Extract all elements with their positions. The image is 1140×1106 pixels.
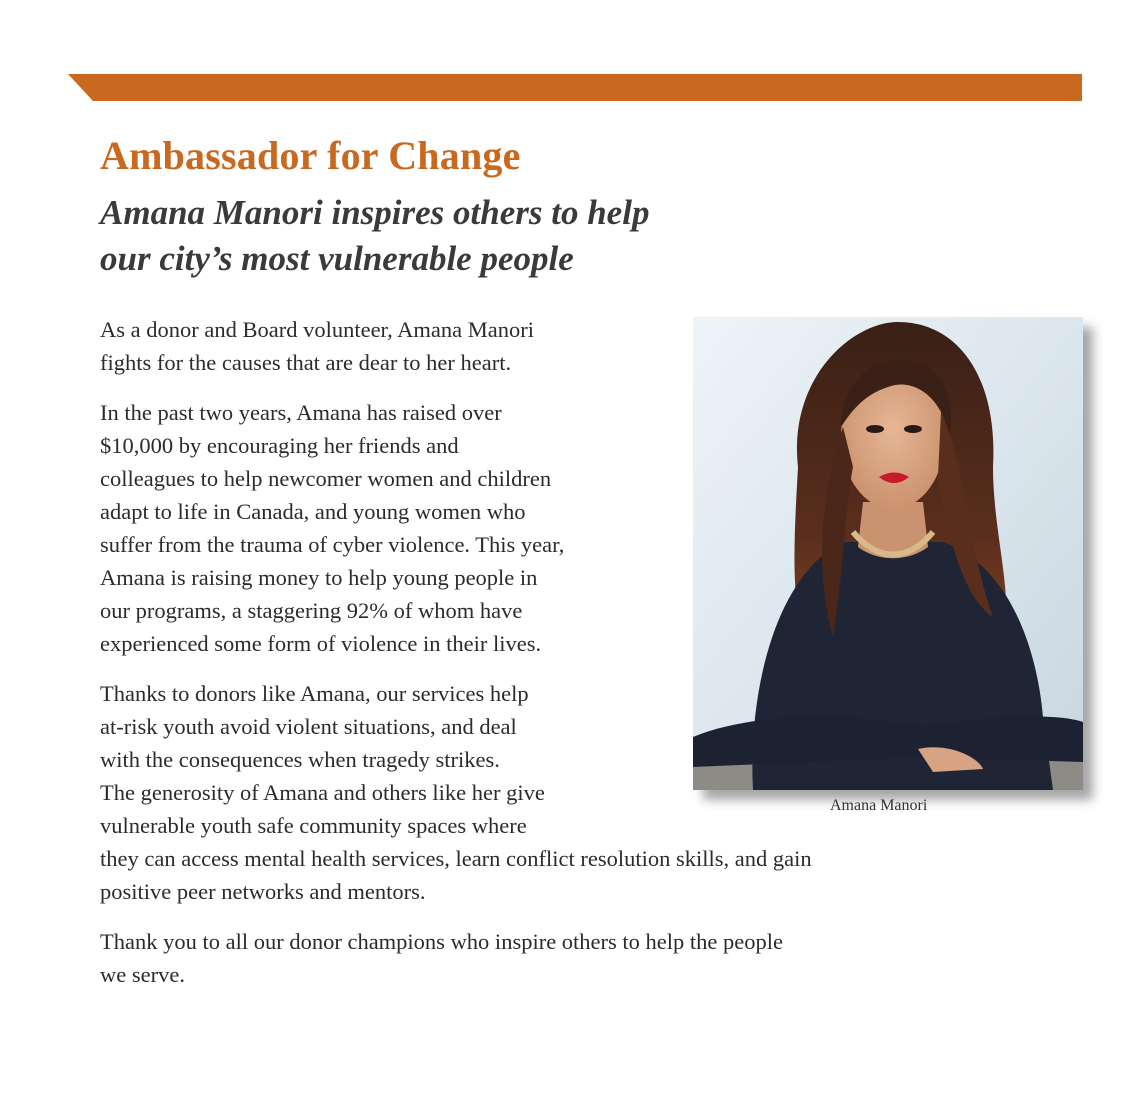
text-line: adapt to life in Canada, and young women who — [100, 499, 526, 524]
text-line: As a donor and Board volunteer, Amana Manori — [100, 317, 534, 342]
text-line: $10,000 by encouraging her friends and — [100, 433, 459, 458]
photo-caption: Amana Manori — [830, 797, 928, 814]
text-line: Thank you to all our donor champions who inspire others to help the people — [100, 929, 783, 954]
subtitle-line: Amana Manori inspires others to help — [100, 193, 650, 232]
text-line: experienced some form of violence in their lives. — [100, 631, 542, 656]
portrait-illustration — [693, 317, 1083, 790]
text-line: Thanks to donors like Amana, our services help — [100, 681, 529, 706]
text-line: our programs, a staggering 92% of whom have — [100, 598, 523, 623]
text-line: with the consequences when tragedy strikes. — [100, 747, 500, 772]
text-line: vulnerable youth safe community spaces where — [100, 813, 527, 838]
text-line: we serve. — [100, 962, 185, 987]
paragraph-thanks — [100, 925, 980, 991]
header-accent-bar — [68, 74, 1082, 101]
subtitle-line: our city’s most vulnerable people — [100, 239, 574, 278]
text-line: In the past two years, Amana has raised over — [100, 400, 502, 425]
article-subtitle — [100, 190, 649, 282]
text-line: fights for the causes that are dear to her heart. — [100, 350, 512, 375]
portrait-photo — [693, 317, 1083, 790]
text-line: at-risk youth avoid violent situations, and deal — [100, 714, 517, 739]
text-line: suffer from the trauma of cyber violence. This year, — [100, 532, 565, 557]
text-line: they can access mental health services, learn conflict resolution skills, and gain — [100, 846, 812, 871]
text-line: Amana is raising money to help young people in — [100, 565, 538, 590]
text-line: positive peer networks and mentors. — [100, 879, 426, 904]
article-title: Ambassador for Change — [100, 133, 521, 178]
text-line: colleagues to help newcomer women and children — [100, 466, 552, 491]
text-line: The generosity of Amana and others like her give — [100, 780, 545, 805]
portrait-figure — [693, 317, 1083, 790]
